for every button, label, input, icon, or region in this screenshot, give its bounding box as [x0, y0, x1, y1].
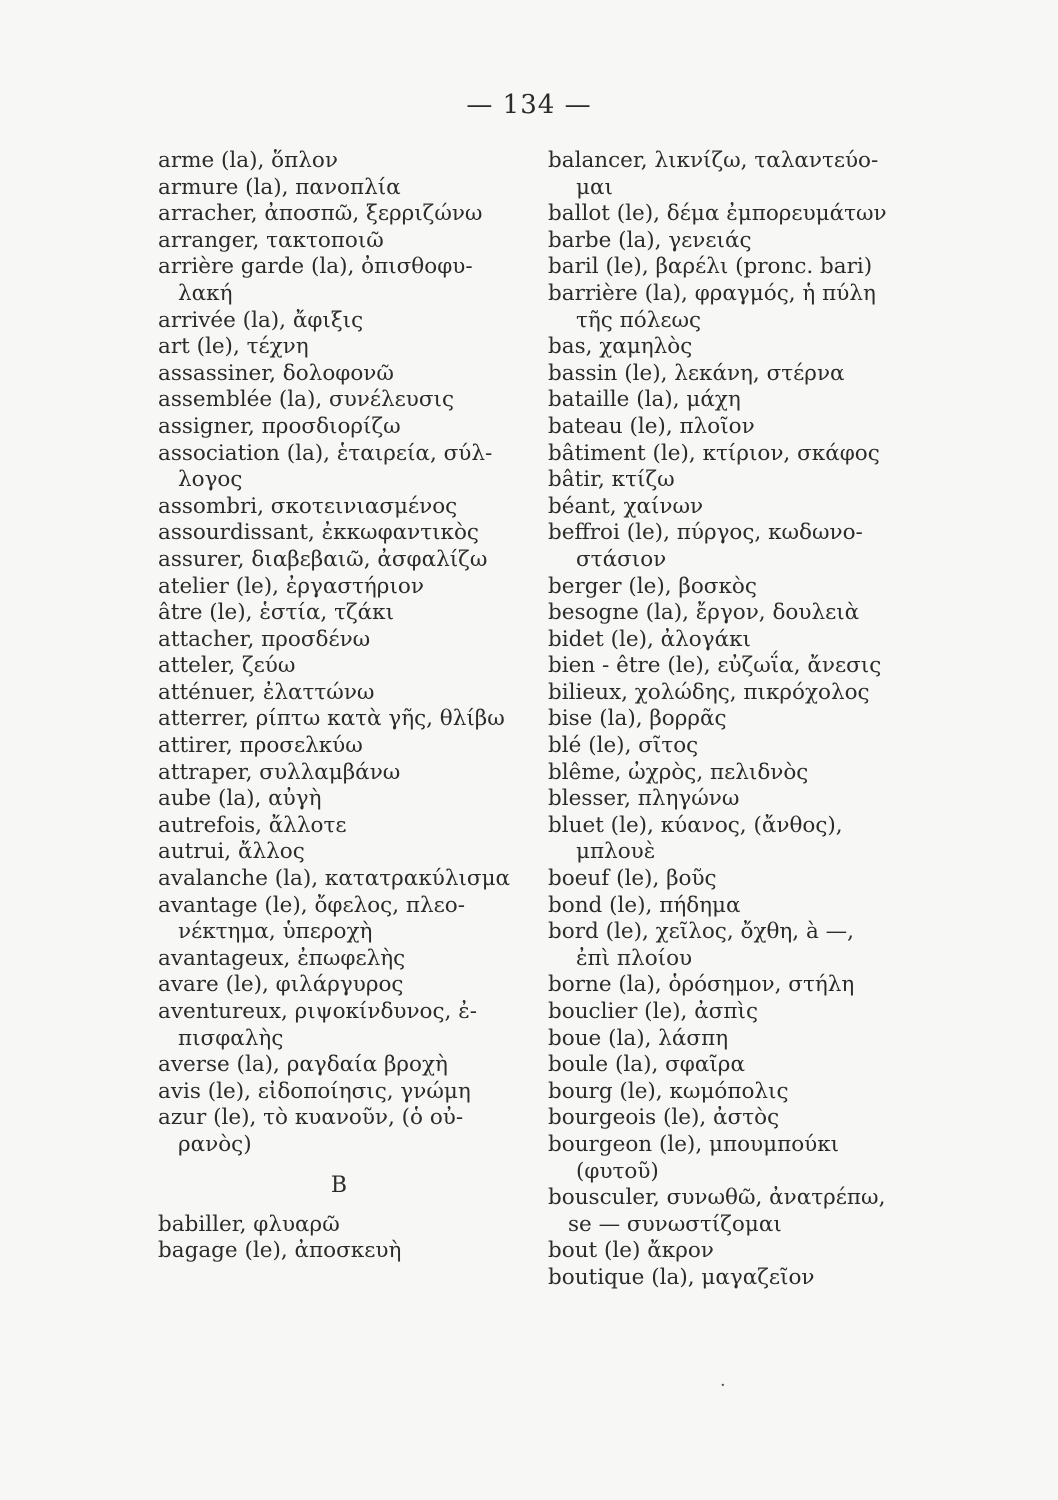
entry-line: azur (le), τὸ κυανοῦν, (ὁ οὐ- [158, 1105, 464, 1131]
entry-line: ballot (le), δέμα ἐμπορευμάτων [548, 201, 887, 227]
entry-line: avare (le), φιλάργυρος [158, 972, 404, 998]
entry-line: bord (le), χεῖλος, ὄχθη, à —, [548, 919, 854, 945]
stray-dot: · [720, 1375, 726, 1396]
entry-continuation: λογος [178, 467, 243, 493]
entry-continuation: ἐπὶ πλοίου [576, 945, 693, 971]
entry-line: âtre (le), ἑστία, τζάκι [158, 600, 394, 626]
entry-line: arme (la), ὅπλον [158, 148, 338, 173]
entry-line: avantage (le), ὄφελος, πλεο- [158, 892, 465, 918]
entry-line: autrui, ἄλλος [158, 839, 305, 865]
entry-continuation: στάσιον [576, 546, 667, 572]
entry-line: bise (la), βορρᾶς [548, 706, 727, 732]
entry-line: bâtiment (le), κτίριον, σκάφος [548, 440, 880, 466]
entry-line: association (la), ἑταιρεία, σύλ- [158, 440, 493, 466]
entry-line: bidet (le), ἀλογάκι [548, 626, 751, 652]
entry-line: armure (la), πανοπλία [158, 174, 401, 200]
entry-line: blême, ὠχρὸς, πελιδνὸς [548, 759, 809, 785]
entry-line: attirer, προσελκύω [158, 733, 363, 759]
entry-continuation: ρανὸς) [178, 1131, 252, 1157]
entry-line: aube (la), αὐγὴ [158, 786, 322, 812]
entry-line: bien - être (le), εὐζωΐα, ἄνεσις [548, 653, 882, 679]
entry-continuation: se — συνωστίζομαι [568, 1211, 782, 1237]
section-letter: B [330, 1172, 348, 1198]
entry-line: bâtir, κτίζω [548, 467, 675, 493]
entry-continuation: μαι [576, 174, 613, 200]
entry-line: atterrer, ρίπτω κατὰ γῆς, θλίβω [158, 706, 505, 732]
entry-line: atténuer, ἐλαττώνω [158, 679, 375, 705]
entry-line: beffroi (le), πύργος, κωδωνο- [548, 520, 863, 546]
entry-line: boeuf (le), βοῦς [548, 866, 717, 892]
entry-line: assemblée (la), συνέλευσις [158, 387, 454, 413]
entry-line: arrière garde (la), ὀπισθοφυ- [158, 254, 473, 280]
entry-line: bilieux, χολώδης, πικρόχολος [548, 679, 870, 705]
entry-line: borne (la), ὁρόσημον, στήλη [548, 972, 855, 998]
entry-line: bagage (le), ἀποσκευὴ [158, 1238, 402, 1264]
entry-line: baril (le), βαρέλι (pronc. bari) [548, 254, 873, 280]
entry-line: bousculer, συνωθῶ, ἀνατρέπω, [548, 1185, 886, 1211]
entry-line: assombri, σκοτεινιασμένος [158, 493, 458, 519]
entry-line: bouclier (le), ἀσπὶς [548, 999, 759, 1024]
entry-line: béant, χαίνων [548, 493, 704, 519]
entry-continuation: (φυτοῦ) [576, 1158, 659, 1184]
entry-line: boutique (la), μαγαζεῖον [548, 1264, 815, 1290]
page-number: — 134 — [466, 90, 592, 120]
entry-line: atteler, ζεύω [158, 653, 296, 679]
entry-line: assigner, προσδιορίζω [158, 413, 401, 439]
entry-continuation: λακή [178, 280, 233, 306]
entry-line: blé (le), σῖτος [548, 733, 699, 759]
entry-line: bataille (la), μάχη [548, 387, 741, 413]
entry-line: barrière (la), φραγμός, ἡ πύλη [548, 280, 876, 306]
entry-line: arracher, ἀποσπῶ, ξερριζώνω [158, 201, 483, 227]
entry-line: avis (le), εἰδοποίησις, γνώμη [158, 1078, 471, 1104]
entry-line: blesser, πληγώνω [548, 786, 740, 812]
entry-line: autrefois, ἄλλοτε [158, 812, 347, 838]
entry-line: assassiner, δολοφονῶ [158, 360, 394, 386]
entry-line: arranger, τακτοποιῶ [158, 227, 384, 253]
entry-line: bateau (le), πλοῖον [548, 413, 755, 439]
entry-line: bout (le) ἄκρον [548, 1238, 714, 1264]
entry-line: bond (le), πήδημα [548, 892, 741, 918]
entry-line: bassin (le), λεκάνη, στέρνα [548, 360, 845, 386]
entry-continuation: τῆς πόλεως [576, 307, 702, 333]
entry-line: balancer, λικνίζω, ταλαντεύο- [548, 148, 879, 173]
entry-line: art (le), τέχνη [158, 334, 309, 360]
entry-line: assurer, διαβεβαιῶ, ἀσφαλίζω [158, 546, 488, 572]
entry-line: arrivée (la), ἄφιξις [158, 307, 364, 333]
entry-line: babiller, φλυαρῶ [158, 1211, 340, 1237]
entry-continuation: πισφαλὴς [178, 1025, 284, 1051]
entry-line: besogne (la), ἔργον, δουλειὰ [548, 600, 860, 626]
entry-line: bourg (le), κωμόπολις [548, 1078, 789, 1104]
entry-line: atelier (le), ἐργαστήριον [158, 573, 424, 599]
entry-line: boule (la), σφαῖρα [548, 1052, 745, 1078]
entry-line: boue (la), λάσπη [548, 1025, 729, 1051]
entry-line: averse (la), ραγδαία βροχὴ [158, 1052, 448, 1078]
entry-line: aventureux, ριψοκίνδυνος, ἐ- [158, 999, 478, 1024]
right-column [548, 148, 998, 1292]
entry-line: assourdissant, ἐκκωφαντικὸς [158, 520, 479, 546]
entry-continuation: νέκτημα, ὑπεροχὴ [178, 919, 373, 945]
entry-line: attraper, συλλαμβάνω [158, 759, 401, 785]
entry-line: avantageux, ἐπωφελὴς [158, 945, 406, 971]
entry-line: avalanche (la), κατατρακύλισμα [158, 866, 511, 892]
entry-line: bourgeon (le), μπουμπούκι [548, 1131, 840, 1157]
entry-continuation: μπλουὲ [576, 839, 656, 865]
entry-line: attacher, προσδένω [158, 626, 371, 652]
entry-line: bourgeois (le), ἀστὸς [548, 1105, 780, 1131]
entry-line: berger (le), βοσκὸς [548, 573, 757, 599]
entry-line: barbe (la), γενειάς [548, 227, 752, 253]
entry-line: bluet (le), κύανος, (ἄνθος), [548, 812, 843, 838]
entry-line: bas, χαμηλὸς [548, 334, 693, 360]
left-column [158, 148, 550, 1265]
